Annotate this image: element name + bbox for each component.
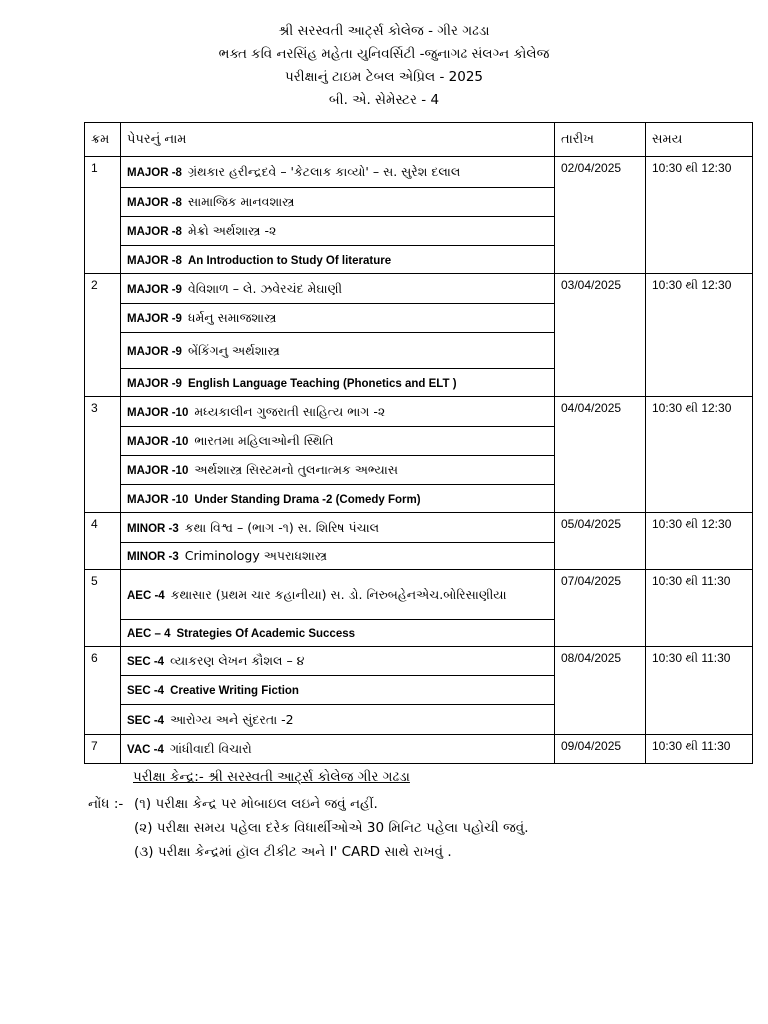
exam-centre: પરીક્ષા કેન્દ્ર:- શ્રી સરસ્વતી આર્ટ્સ કોલેજ ગીર ગઢડા <box>133 769 410 785</box>
col-header-paper: પેપરનું નામ <box>121 123 555 157</box>
paper-cell <box>121 735 555 764</box>
paper-cell <box>121 246 555 274</box>
paper-title: વ્યાકરણ લેખન કૌશલ – ૪ <box>170 653 305 668</box>
serial-number: 6 <box>85 647 121 735</box>
semester-title: બી. એ. સેમેસ્ટર - 4 <box>328 92 440 108</box>
exam-time: 10:30 થી 11:30 <box>646 570 753 647</box>
paper-code: MINOR -3 <box>127 551 179 563</box>
note-item: (૨) પરીક્ષા સમય પહેલા દરેક વિધાર્થીઓએ 30 મિનિટ પહેલા પહોચી જવું. <box>134 820 529 836</box>
paper-title: ગ્રંથકાર હરીન્દ્રદવે – 'કેટલાક કાવ્યો' – સ. સુરેશ દલાલ <box>187 164 461 179</box>
exam-time: 10:30 થી 12:30 <box>646 397 753 513</box>
paper-cell <box>121 369 555 397</box>
paper-title: English Language Teaching (Phonetics and ELT ) <box>187 377 457 390</box>
paper-code: MAJOR -10 <box>127 493 189 506</box>
table-row <box>85 397 753 427</box>
paper-cell <box>121 620 555 647</box>
paper-code: SEC -4 <box>127 685 165 697</box>
paper-code: MAJOR -8 <box>127 167 182 179</box>
exam-date: 09/04/2025 <box>555 735 646 764</box>
table-row <box>85 513 753 543</box>
paper-cell <box>121 304 555 333</box>
paper-cell <box>121 485 555 513</box>
exam-date: 08/04/2025 <box>555 647 646 735</box>
college-name: શ્રી સરસ્વતી આર્ટ્સ કોલેજ - ગીર ગઢડા <box>278 23 490 39</box>
document-header <box>0 20 768 112</box>
exam-time: 10:30 થી 12:30 <box>646 274 753 397</box>
col-header-time: સમય <box>646 123 753 157</box>
paper-code: MAJOR -9 <box>127 283 182 296</box>
exam-time: 10:30 થી 11:30 <box>646 647 753 735</box>
paper-code: MAJOR -9 <box>127 313 182 325</box>
paper-title: Strategies Of Academic Success <box>176 628 356 640</box>
paper-cell <box>121 397 555 427</box>
paper-title: ગાંધીવાદી વિચારો <box>169 741 252 756</box>
paper-title: An Introduction to Study Of literature <box>187 254 392 267</box>
paper-code: AEC -4 <box>127 589 165 602</box>
paper-code: MAJOR -9 <box>127 377 182 390</box>
exam-date: 04/04/2025 <box>555 397 646 513</box>
paper-title: સામાજિક માનવશાસ્ત્ર <box>187 194 295 209</box>
paper-code: SEC -4 <box>127 714 165 727</box>
table-row <box>85 647 753 676</box>
paper-code: AEC – 4 <box>127 628 171 640</box>
paper-cell <box>121 456 555 485</box>
paper-code: SEC -4 <box>127 656 165 668</box>
exam-date: 03/04/2025 <box>555 274 646 397</box>
serial-number: 3 <box>85 397 121 513</box>
paper-title: મધ્યકાલીન ગુજરાતી સાહિત્ય ભાગ -૨ <box>194 403 386 419</box>
note-item: (૧) પરીક્ષા કેન્દ્ર પર મોબાઇલ લઇને જવું નહીં. <box>134 796 378 812</box>
paper-title: ધર્મનુ સમાજશાસ્ત્ર <box>187 310 277 325</box>
col-header-date: તારીખ <box>555 123 646 157</box>
serial-number: 4 <box>85 513 121 570</box>
table-row <box>85 570 753 620</box>
exam-date: 02/04/2025 <box>555 157 646 274</box>
paper-cell <box>121 188 555 217</box>
paper-cell <box>121 647 555 676</box>
paper-title: અર્થશાસ્ત્ર સિસ્ટમનો તુલનાત્મક અભ્યાસ <box>194 462 398 477</box>
paper-title: કથા વિશ્વ – (ભાગ -૧) સ. શિરિષ પંચાલ <box>184 519 380 535</box>
university-affiliation: ભક્ત કવિ નરસિંહ મહેતા યુનિવર્સિટી -જુનાગઢ સંલગ્ન કોલેજ <box>218 46 550 62</box>
paper-cell <box>121 513 555 543</box>
table-header-row <box>85 123 753 157</box>
paper-code: MINOR -3 <box>127 522 179 535</box>
exam-timetable <box>84 122 753 764</box>
table-row <box>85 735 753 764</box>
col-header-no: ક્રમ <box>85 123 121 157</box>
paper-title: Creative Writing Fiction <box>170 685 299 697</box>
paper-title: બેંકિંગનુ અર્થશાસ્ત્ર <box>187 342 280 358</box>
paper-cell <box>121 274 555 304</box>
paper-code: MAJOR -8 <box>127 226 182 238</box>
paper-cell <box>121 570 555 620</box>
paper-cell <box>121 333 555 369</box>
notes <box>88 792 529 864</box>
note-item: (૩) પરીક્ષા કેન્દ્રમાં હૉલ ટીકીટ અને I' CARD સાથે રાખવું . <box>134 844 452 860</box>
paper-code: MAJOR -10 <box>127 406 189 419</box>
paper-code: MAJOR -8 <box>127 254 182 267</box>
table-row <box>85 274 753 304</box>
paper-title: આરોગ્ય અને સુંદરતા -2 <box>170 711 294 727</box>
paper-code: MAJOR -9 <box>127 345 182 358</box>
paper-cell <box>121 676 555 705</box>
paper-title: Under Standing Drama -2 (Comedy Form) <box>194 493 421 506</box>
paper-title: કથાસાર (પ્રથમ ચાર કહાનીયા) સ. ડો. નિરુબહેનએચ.બોરિસાણીયા <box>170 586 507 602</box>
exam-date: 05/04/2025 <box>555 513 646 570</box>
table-row <box>85 157 753 188</box>
exam-time: 10:30 થી 12:30 <box>646 157 753 274</box>
serial-number: 1 <box>85 157 121 274</box>
paper-cell <box>121 427 555 456</box>
serial-number: 2 <box>85 274 121 397</box>
paper-title: Criminology અપરાધશાસ્ત્ર <box>184 548 328 563</box>
serial-number: 5 <box>85 570 121 647</box>
paper-code: MAJOR -8 <box>127 197 182 209</box>
timetable-title: પરીક્ષાનું ટાઇમ ટેબલ એપ્રિલ - 2025 <box>285 69 483 85</box>
paper-code: MAJOR -10 <box>127 436 189 448</box>
paper-code: VAC -4 <box>127 744 164 756</box>
paper-title: મેક્રો અર્થશાસ્ત્ર -૨ <box>187 223 277 238</box>
paper-title: ભારતમા મહિલાઓની સ્થિતિ <box>194 433 334 448</box>
paper-cell <box>121 543 555 570</box>
exam-time: 10:30 થી 11:30 <box>646 735 753 764</box>
paper-title: વેવિશાળ – લે. ઝવેરચંદ મેઘાણી <box>187 280 343 296</box>
paper-cell <box>121 157 555 188</box>
exam-date: 07/04/2025 <box>555 570 646 647</box>
paper-code: MAJOR -10 <box>127 465 189 477</box>
notes-label: નોંધ :- <box>88 796 124 812</box>
paper-cell <box>121 705 555 735</box>
serial-number: 7 <box>85 735 121 764</box>
paper-cell <box>121 217 555 246</box>
exam-time: 10:30 થી 12:30 <box>646 513 753 570</box>
